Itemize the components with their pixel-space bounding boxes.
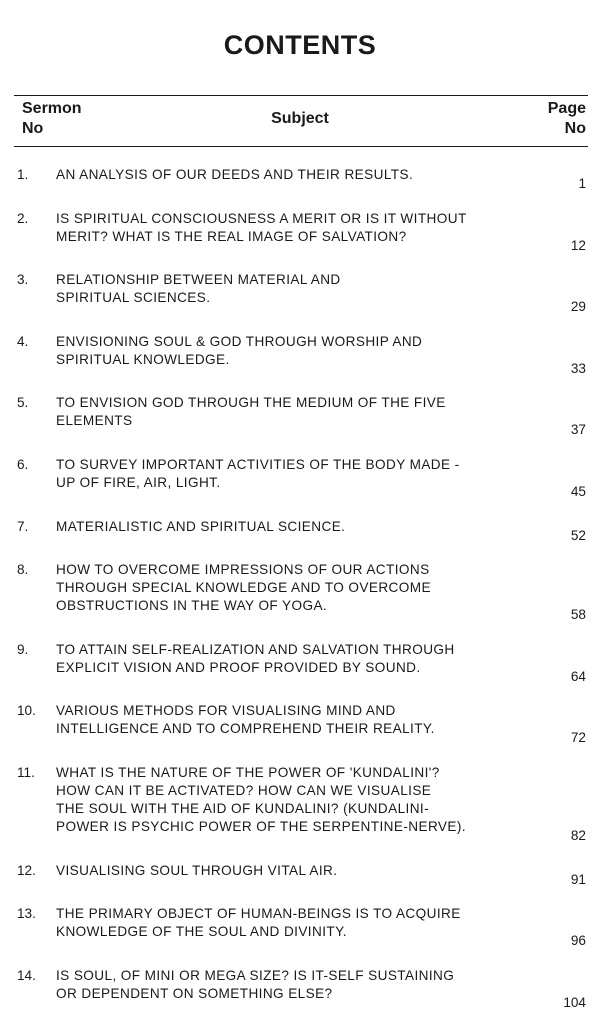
page-number: 58 bbox=[570, 607, 586, 623]
sermon-subject bbox=[56, 157, 522, 184]
subject-line: RELATIONSHIP BETWEEN MATERIAL AND bbox=[56, 272, 341, 288]
subject-line: THE PRIMARY OBJECT OF HUMAN-BEINGS IS TO ACQUIRE bbox=[56, 906, 461, 922]
sermon-subject bbox=[56, 853, 522, 880]
sermon-subject bbox=[56, 755, 522, 836]
sermon-subject bbox=[56, 201, 522, 246]
page-number: 82 bbox=[570, 827, 586, 843]
sermon-number: 14. bbox=[17, 967, 36, 983]
sermon-subject bbox=[56, 552, 522, 615]
subject-line: THROUGH SPECIAL KNOWLEDGE AND TO OVERCOME bbox=[56, 580, 431, 596]
subject-line: POWER IS PSYCHIC POWER OF THE SERPENTINE-NERVE). bbox=[56, 818, 466, 834]
header-bottom-rule bbox=[14, 146, 588, 147]
contents-entry bbox=[0, 632, 600, 684]
sermon-number: 2. bbox=[17, 210, 29, 226]
page-number: 96 bbox=[570, 933, 586, 949]
page-number: 45 bbox=[570, 483, 586, 499]
subject-line: VARIOUS METHODS FOR VISUALISING MIND AND bbox=[56, 703, 396, 719]
sermon-number: 10. bbox=[17, 703, 36, 719]
contents-entry bbox=[0, 201, 600, 253]
page-number: 52 bbox=[570, 527, 586, 543]
column-header-page-no-label: No bbox=[564, 120, 586, 137]
sermon-subject bbox=[56, 509, 522, 536]
sermon-number: 1. bbox=[17, 167, 29, 182]
subject-line: IS SOUL, OF MINI OR MEGA SIZE? IS IT-SELF SUSTAINING bbox=[56, 967, 455, 983]
sermon-number: 5. bbox=[17, 395, 29, 411]
subject-line: TO SURVEY IMPORTANT ACTIVITIES OF THE BODY MADE - bbox=[56, 456, 460, 472]
page-number: 104 bbox=[563, 994, 586, 1010]
sermon-number: 11. bbox=[17, 764, 35, 780]
sermon-subject bbox=[56, 958, 522, 1003]
contents-entry bbox=[0, 853, 600, 887]
subject-line: UP OF FIRE, AIR, LIGHT. bbox=[56, 474, 221, 490]
contents-entry bbox=[0, 755, 600, 843]
subject-line: OBSTRUCTIONS IN THE WAY OF YOGA. bbox=[56, 598, 328, 614]
column-header-subject: Subject bbox=[271, 110, 329, 127]
subject-line: MERIT? WHAT IS THE REAL IMAGE OF SALVATION? bbox=[56, 228, 407, 244]
subject-line: THE SOUL WITH THE AID OF KUNDALINI? (KUNDALINI- bbox=[56, 800, 430, 816]
sermon-number: 7. bbox=[17, 518, 29, 534]
subject-line: TO ATTAIN SELF-REALIZATION AND SALVATION THROUGH bbox=[56, 641, 455, 657]
sermon-subject bbox=[56, 632, 522, 677]
contents-entry bbox=[0, 958, 600, 1010]
page-title: CONTENTS bbox=[223, 30, 377, 60]
subject-line: WHAT IS THE NATURE OF THE POWER OF 'KUNDALINI'? bbox=[56, 764, 440, 780]
sermon-subject bbox=[56, 262, 522, 307]
column-header-page-no bbox=[548, 99, 586, 139]
page-number: 37 bbox=[570, 422, 586, 438]
sermon-number: 13. bbox=[17, 906, 36, 922]
subject-line: INTELLIGENCE AND TO COMPREHEND THEIR REALITY. bbox=[56, 721, 435, 737]
column-header-page-label: Page bbox=[547, 100, 586, 117]
contents-entry bbox=[0, 324, 600, 376]
subject-line: TO ENVISION GOD THROUGH THE MEDIUM OF THE FIVE bbox=[56, 395, 446, 411]
header-top-rule bbox=[14, 95, 588, 96]
subject-line: SPIRITUAL SCIENCES. bbox=[56, 290, 211, 306]
contents-entry bbox=[0, 157, 600, 191]
sermon-subject bbox=[56, 693, 522, 738]
page-number: 64 bbox=[570, 668, 586, 684]
contents-list bbox=[0, 157, 600, 1019]
sermon-number: 3. bbox=[17, 272, 29, 288]
sermon-subject bbox=[56, 324, 522, 369]
page-number: 29 bbox=[570, 299, 586, 315]
subject-line: HOW CAN IT BE ACTIVATED? HOW CAN WE VISUALISE bbox=[56, 782, 432, 798]
sermon-subject bbox=[56, 385, 522, 430]
subject-line: VISUALISING SOUL THROUGH VITAL AIR. bbox=[56, 862, 338, 878]
subject-line: IS SPIRITUAL CONSCIOUSNESS A MERIT OR IS IT WITHOUT bbox=[56, 210, 467, 226]
page-number: 33 bbox=[570, 360, 586, 376]
sermon-number: 6. bbox=[17, 456, 29, 472]
subject-line: ELEMENTS bbox=[56, 413, 133, 429]
subject-line: ENVISIONING SOUL & GOD THROUGH WORSHIP AND bbox=[56, 333, 423, 349]
sermon-number: 8. bbox=[17, 562, 29, 578]
subject-line: AN ANALYSIS OF OUR DEEDS AND THEIR RESULTS. bbox=[56, 167, 414, 182]
column-header-sermon-no-label: No bbox=[22, 120, 44, 137]
contents-entry bbox=[0, 896, 600, 949]
sermon-subject bbox=[56, 447, 522, 492]
page-number: 91 bbox=[570, 871, 586, 887]
contents-entry bbox=[0, 262, 600, 315]
subject-line: HOW TO OVERCOME IMPRESSIONS OF OUR ACTIONS bbox=[56, 562, 430, 578]
subject-line: KNOWLEDGE OF THE SOUL AND DIVINITY. bbox=[56, 924, 347, 940]
contents-entry bbox=[0, 509, 600, 543]
page-number: 72 bbox=[570, 730, 586, 746]
contents-entry bbox=[0, 552, 600, 623]
sermon-subject bbox=[56, 896, 522, 941]
sermon-number: 4. bbox=[17, 333, 29, 349]
sermon-number: 9. bbox=[17, 641, 29, 657]
page-number: 12 bbox=[570, 237, 586, 253]
subject-line: SPIRITUAL KNOWLEDGE. bbox=[56, 351, 230, 367]
subject-line: EXPLICIT VISION AND PROOF PROVIDED BY SOUND. bbox=[56, 659, 421, 675]
column-header-sermon-label: Sermon bbox=[22, 100, 82, 117]
sermon-number: 12. bbox=[17, 862, 36, 878]
page-number: 1 bbox=[578, 176, 586, 191]
subject-line: OR DEPENDENT ON SOMETHING ELSE? bbox=[56, 985, 333, 1001]
subject-line: MATERIALISTIC AND SPIRITUAL SCIENCE. bbox=[56, 518, 346, 534]
contents-entry bbox=[0, 693, 600, 746]
contents-entry bbox=[0, 385, 600, 438]
contents-entry bbox=[0, 447, 600, 499]
